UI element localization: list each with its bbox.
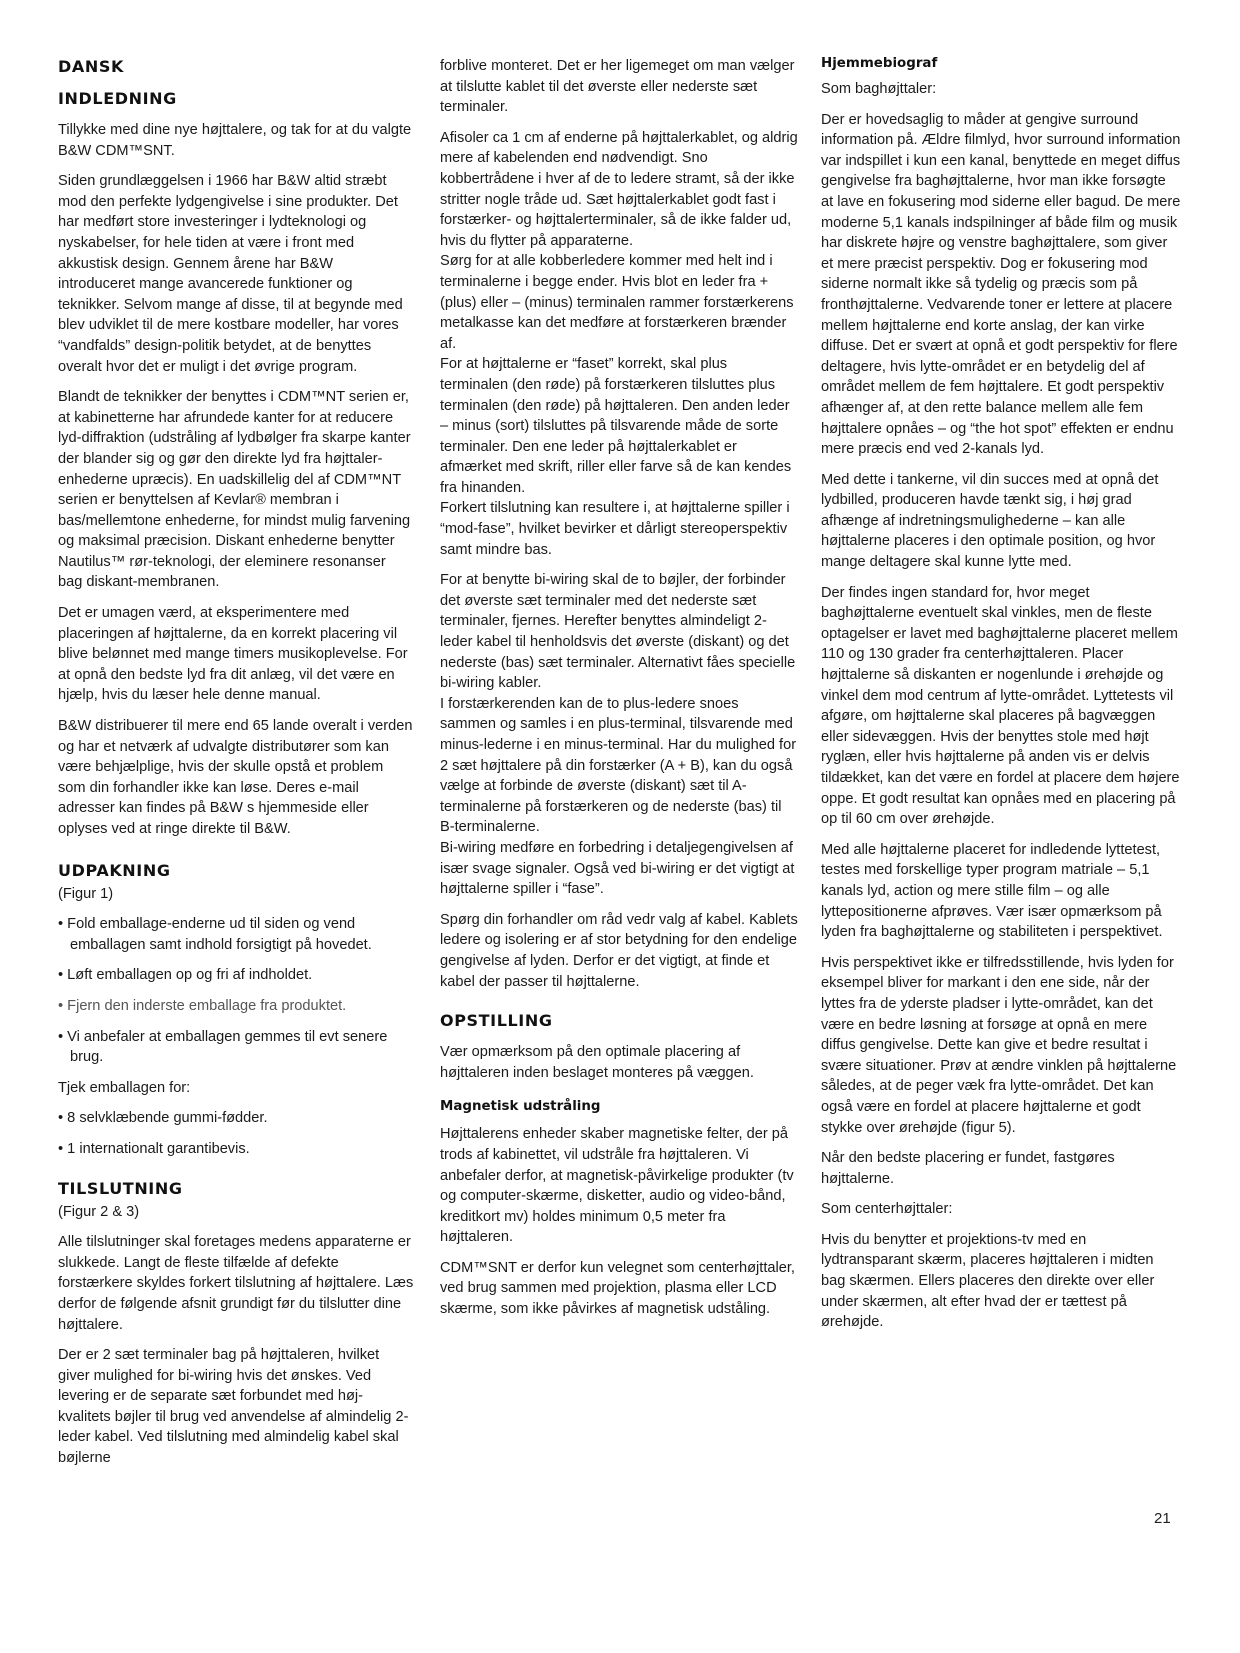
connect-figure-ref: (Figur 2 & 3) — [58, 1203, 140, 1220]
home-paragraph-3: Der findes ingen standard for, hvor meget baghøjttalerne eventuelt skal vinkles, men de fleste optagelser er lavet med baghøjttalerne placeret mellem 110 og 130 grader fra centerhøjttaleren. Placer højttalerne så diskanten er nogenlunde i ørehøjde og vinkel dem mod centrum af lytte-området. Lyttetests vil afgøre, om højttalerne skal placeres på bagvæggen eller sidevæggen. Hvis der benyttes stole med højt ryglæn, eller hvis højttalerne på anden vis er delvis tildækket, kan det være en fordel at placere dem højere oppe. Et godt resultat kan opnåes med en placering på op til 60 cm over ørehøjde. — [821, 584, 1180, 828]
intro-heading: INDLEDNING — [58, 89, 177, 108]
wiring-block — [440, 128, 798, 560]
setup-heading: OPSTILLING — [440, 1011, 553, 1031]
unpack-bullet-4: • Vi anbefaler at emballagen gemmes til evt senere brug. — [58, 1028, 388, 1066]
column-left — [58, 54, 414, 1479]
check-bullet-1: • 8 selvklæbende gummi-fødder. — [58, 1110, 268, 1127]
unpack-bullet-3: • Fjern den inderste emballage fra produktet. — [58, 997, 347, 1014]
home-paragraph-4: Med alle højttalerne placeret for indledende lyttetest, testes med forskellige typer program matriale – 5,1 kanals lyd, action og mere stille film – og alle lyttepositionerne afprøves. Vær især opmærksom på lyden fra baghøjttalerne og stabiliteten i perspektivet. — [821, 841, 1163, 941]
unpack-heading: UDPAKNING — [58, 860, 171, 880]
home-paragraph-5: Hvis perspektivet ikke er tilfredsstillende, hvis lyden for eksempel bliver for markant i den ene side, når der lyttes fra de yderste pladser i lytte-området, kan det være en bedre løsning at forsøge at opnå en mere diffus gengivelse. Dette kan give et bedre resultat i svære situationer. Prøv at ændre vinklen på højttalerne således, at de peger væk fra lytte-området. Det kan også være en fordel at placere højttalerne et godt stykke over ørehøjde (figur 5). — [821, 954, 1177, 1136]
connect-continued: forblive monteret. Det er her ligemeget om man vælger at tilslutte kablet til det øverste eller nederste sæt terminaler. — [440, 58, 795, 116]
unpack-figure-ref: (Figur 1) — [58, 885, 114, 902]
biwiring-block — [440, 570, 798, 900]
home-paragraph-1: Der er hovedsaglig to måder at gengive surround information på. Ældre filmlyd, hvor surround information var indspillet i kun een kanal, benyttede en meget diffus gengivelse fra baghøjttalerne, hvor man ikke forsøgte at lave en fokusering mod siderne eller bagud. De mere moderne 5,1 kanals indspilninger af både film og musik har diskrete højre og venstre baghøjttalere, som giver et mere præcist perspektiv. Dog er fokusering mod siderne normalt ikke så tydelig og præcis som på fronthøjttalerne. Vedvarende toner er lettere at placere mellem højttalerne end korte anslag, der kan virke diffuse. Det er svært at opnå et godt perspektiv for flere deltagere, hvis lytte-området er en betydelig del af området mellem de fem højttalere. Et godt perspektiv afhænger af, at den rette balance mellem alle fem højttalere opnåes – og “the hot spot” effekten er endnu mere præcis end ved 2-kanals lyd. — [821, 111, 1181, 458]
connect-heading: TILSLUTNING — [58, 1178, 183, 1198]
page-number: 21 — [1154, 1510, 1171, 1527]
biwiring-amplifier: I forstærkerenden kan de to plus-ledere snoes sammen og samles i en plus-terminal, tilsvarende med minus-lederne i en minus-terminal. Har du mulighed for 2 sæt højttalere på din forstærker (A + B), kan du også vælge at forbinde de øverste (diskant) sæt til A-terminalerne på forstærkeren og de nederste (bas) til B-terminalerne. — [440, 695, 797, 836]
magnet-paragraph-2: CDM™SNT er derfor kun velegnet som centerhøjttaler, ved brug sammen med projektion, plasma eller LCD skærme, som ikke påvirkes af magnetisk udståling. — [440, 1259, 795, 1318]
unpack-bullet-1: • Fold emballage-enderne ud til siden og vend emballagen samt indhold forsigtigt på hovedet. — [58, 916, 372, 953]
center-speaker-label: Som centerhøjttaler: — [821, 1201, 953, 1218]
home-paragraph-6: Når den bedste placering er fundet, fastgøres højttalerne. — [821, 1150, 1115, 1187]
home-paragraph-7: Hvis du benytter et projektions-tv med en lydtransparant skærm, placeres højttaleren i midten bag skærmen. Ellers placeres den direkte over eller under skærmen, alt efter hvad der er tættest på ørehøjde. — [821, 1231, 1155, 1331]
intro-paragraph-4: Det er umagen værd, at eksperimentere med placeringen af højttalerne, da en korrekt placering vil blive belønnet med mange timers musikoplevelse. For at opnå den bedste lyd fra dit anlæg, vil det være en hjælp, hvis du læser hele denne manual. — [58, 605, 408, 704]
home-paragraph-2: Med dette i tankerne, vil din succes med at opnå det lydbilled, produceren havde tænkt sig, i høj grad afhænge af indretningsmulighederne – kan alle højttalerne placeres i den optimale position, og hvor mange deltagere skal kunne lytte med. — [821, 471, 1159, 571]
rear-speaker-label: Som baghøjttaler: — [821, 81, 937, 97]
connect-paragraph-2: Der er 2 sæt terminaler bag på højttaleren, hvilket giver mulighed for bi-wiring hvis det ønskes. Ved levering er de separate sæt forbundet med høj-kvalitets bøjler til brug ved anvendelse af almindelig 2-leder kabel. Ved tilslutning med almindelig kabel skal bøjlerne — [58, 1347, 409, 1467]
intro-paragraph-5: B&W distribuerer til mere end 65 lande overalt i verden og har et netværk af udvalgte distributører som kan være behjælplige, hvis der skulle opstå et problem som din forhandler ikke kan løse. Deres e-mail adresser kan findes på B&W s hjemmeside eller oplyses ved at ringe direkte til B&W. — [58, 718, 413, 837]
check-label: Tjek emballagen for: — [58, 1079, 191, 1096]
column-middle — [440, 56, 798, 1330]
biwiring-intro: For at benytte bi-wiring skal de to bøjler, der forbinder det øverste sæt terminaler med det nederste sæt terminaler, fjernes. Herefter benyttes almindeligt 2-leder kabel til henholdsvis det øverste (diskant) og det nederste (bas) sæt terminaler. Alternativt fåes specielle bi-wiring kabler. — [440, 572, 796, 692]
magnet-paragraph-1: Højttalerens enheder skaber magnetiske felter, der på trods af kabinettet, vil udstråle fra højttaleren. Vi anbefaler derfor, at magnetisk-påvirkelige produkter (tv og computer-skærme, disketter, audio og video-bånd, kreditkort mv) holdes minimum 0,5 meter fra højttaleren. — [440, 1126, 794, 1246]
wiring-conductors: Sørg for at alle kobberledere kommer med helt ind i terminalerne i begge ender. Hvis blot en leder fra + (plus) eller – (minus) terminalen rammer forstærkerens metalkasse kan det medføre at forstærkeren brænder af. — [440, 253, 794, 352]
intro-paragraph-1: Tillykke med dine nye højttalere, og tak for at du valgte B&W CDM™SNT. — [58, 122, 412, 159]
language-heading: DANSK — [58, 57, 124, 76]
unpack-bullet-2: • Løft emballagen op og fri af indholdet. — [58, 967, 313, 984]
setup-paragraph: Vær opmærksom på den optimale placering af højttaleren inden beslaget monteres på væggen. — [440, 1044, 754, 1081]
magnet-heading: Magnetisk udstråling — [440, 1099, 601, 1115]
connect-paragraph-1: Alle tilslutninger skal foretages medens apparaterne er slukkede. Langt de fleste tilfælde af defekte forstærkere skyldes forkert tilslutning af højttalere. Læs derfor de følgende afsnit grundigt før du tilslutter dine højttalere. — [58, 1234, 414, 1333]
check-bullet-2: • 1 internationalt garantibevis. — [58, 1140, 250, 1157]
cable-advice: Spørg din forhandler om råd vedr valg af kabel. Kablets ledere og isolering er af stor betydning for den endelige gengivelse af lyden. Derfor er det vigtigt, at finde et kabel der passer til højttalerne. — [440, 911, 798, 990]
column-right — [821, 54, 1181, 1343]
home-cinema-heading: Hjemmebiograf — [821, 56, 938, 71]
biwiring-benefit: Bi-wiring medføre en forbedring i detaljegengivelsen af især svage signaler. Også ved bi-wiring er det vigtigt at højttalerne spiller i “fase”. — [440, 839, 795, 898]
wiring-antiphase: Forkert tilslutning kan resultere i, at højttalerne spiller i “mod-fase”, hvilket bevirker et dårligt stereoperspektiv samt mindre bas. — [440, 500, 790, 558]
intro-paragraph-2: Siden grundlæggelsen i 1966 har B&W altid stræbt mod den perfekte lydgengivelse i sine produkter. Det har medført store investeringer i lydteknologi og nyskabelser, for hele tiden at være i front med akkustisk design. Gennem årene har B&W introduceret mange avancerede funktioner og teknikker. Selvom mange af disse, til at begynde med blev udviklet til de mere kostbare modeller, har vores “vandfalds” design-politik betydet, at de benyttes overalt hvor det er muligt i det øvrige program. — [58, 173, 403, 375]
intro-paragraph-3: Blandt de teknikker der benyttes i CDM™NT serien er, at kabinetterne har afrundede kanter for at reducere lyd-diffraktion (udstråling af lydbølger fra skarpe kanter der blander sig og gør den direkte lyd fra højttaler-enhederne upræcis). En uadskillelig del af CDM™NT serien er benyttelsen af Kevlar® membran i bas/mellemtone enhederne, for mindst mulig farvening og maksimal præcision. Diskant enhederne benytter Nautilus™ rør-teknologi, der eleminere resonanser bag diskant-membranen. — [58, 389, 411, 591]
wiring-strip: Afisoler ca 1 cm af enderne på højttalerkablet, og aldrig mere af kabelenden end nødvendigt. Sno kobbertrådene i hver af de to ledere stramt, så der ikke stritter nogle tråde ud. Sæt højttalerkablet godt fast i forstærker- og højttalerterminaler, så de ikke falder ud, hvis du flytter på apparaterne. — [440, 129, 798, 249]
wiring-phase: For at højttalerne er “faset” korrekt, skal plus terminalen (den røde) på forstærkeren tilsluttes plus terminalen (den røde) på højttaleren. Den anden leder – minus (sort) tilsluttes på tilsvarende måde de sorte terminaler. Den ene leder på højttalerkablet er afmærket med skrift, riller eller farve så de kan kendes fra hinanden. — [440, 356, 792, 496]
